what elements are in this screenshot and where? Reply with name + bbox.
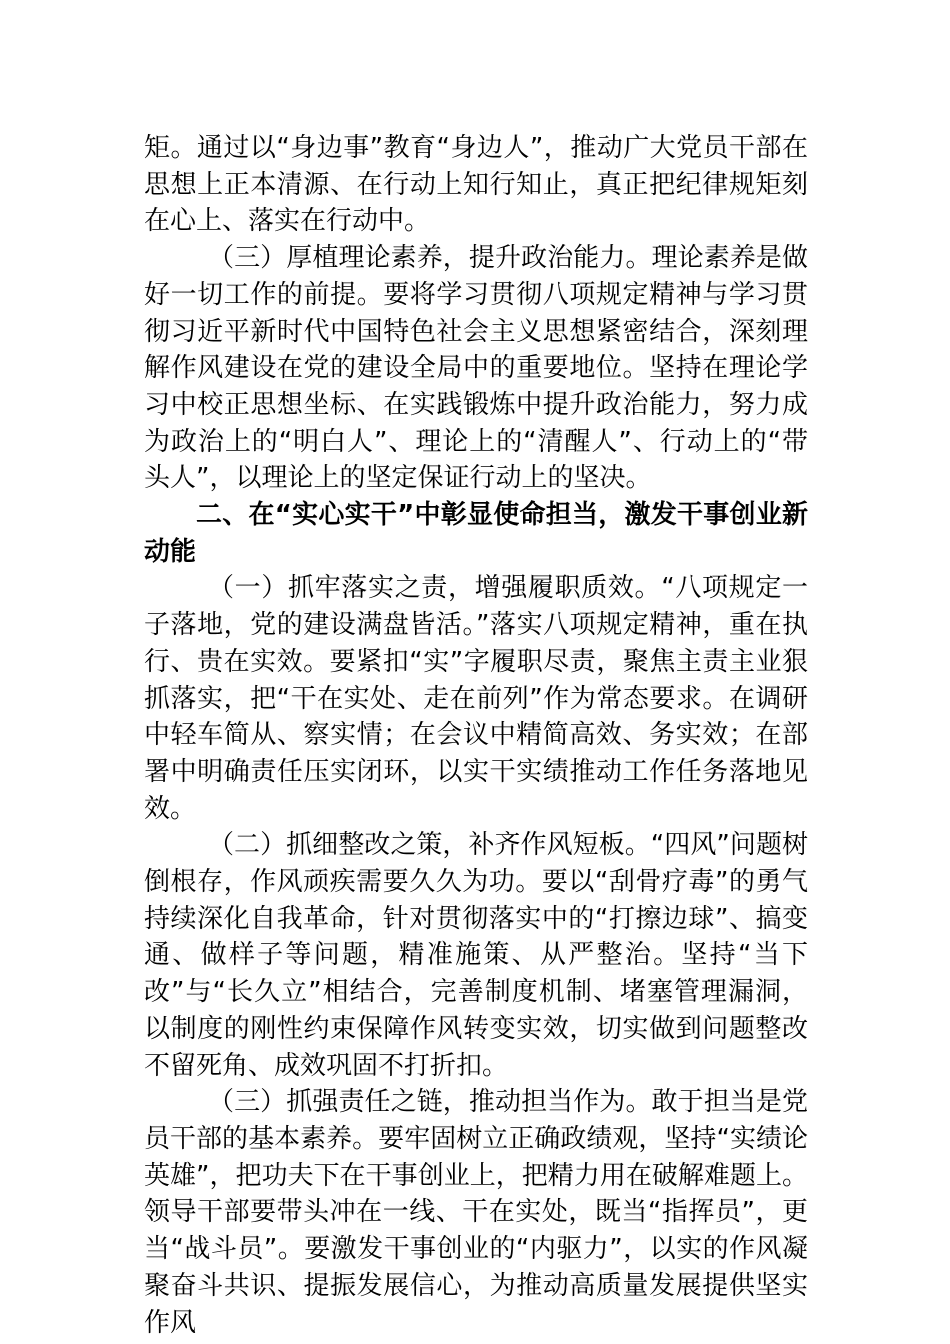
section-heading-2: 二、在“实心实干”中彰显使命担当，激发干事创业新动能 bbox=[144, 500, 808, 567]
document-body bbox=[144, 130, 808, 1341]
paragraph-rectification: （二）抓细整改之策，补齐作风短板。“四风”问题树倒根存，作风顽疾需要久久为功。要以“刮骨疗毒”的勇气持续深化自我革命，针对贯彻落实中的“打擦边球”、搞变通、做样子等问题，精准施策、从严整治。坚持“当下改”与“长久立”相结合，完善制度机制、堵塞管理漏洞，以制度的刚性约束保障作风转变实效，切实做到问题整改不留死角、成效巩固不打折扣。 bbox=[144, 830, 808, 1081]
paragraph-implementation: （一）抓牢落实之责，增强履职质效。“八项规定一子落地，党的建设满盘皆活。”落实八项规定精神，重在执行、贵在实效。要紧扣“实”字履职尽责，聚焦主责主业狠抓落实，把“干在实处、走在前列”作为常态要求。在调研中轻车简从、察实情；在会议中精简高效、务实效；在部署中明确责任压实闭环，以实干实绩推动工作任务落地见效。 bbox=[144, 573, 808, 824]
paragraph-theory-literacy: （三）厚植理论素养，提升政治能力。理论素养是做好一切工作的前提。要将学习贯彻八项规定精神与学习贯彻习近平新时代中国特色社会主义思想紧密结合，深刻理解作风建设在党的建设全局中的重要地位。坚持在理论学习中校正思想坐标、在实践锻炼中提升政治能力，努力成为政治上的“明白人”、理论上的“清醒人”、行动上的“带头人”，以理论上的坚定保证行动上的坚决。 bbox=[144, 243, 808, 494]
paragraph-responsibility: （三）抓强责任之链，推动担当作为。敢于担当是党员干部的基本素养。要牢固树立正确政绩观，坚持“实绩论英雄”，把功夫下在干事创业上，把精力用在破解难题上。领导干部要带头冲在一线、干在实处，既当“指挥员”，更当“战斗员”。要激发干事创业的“内驱力”，以实的作风凝聚奋斗共识、提振发展信心，为推动高质量发展提供坚实作风 bbox=[144, 1087, 808, 1338]
paragraph-continuation: 矩。通过以“身边事”教育“身边人”，推动广大党员干部在思想上正本清源、在行动上知行知止，真正把纪律规矩刻在心上、落实在行动中。 bbox=[144, 133, 808, 237]
